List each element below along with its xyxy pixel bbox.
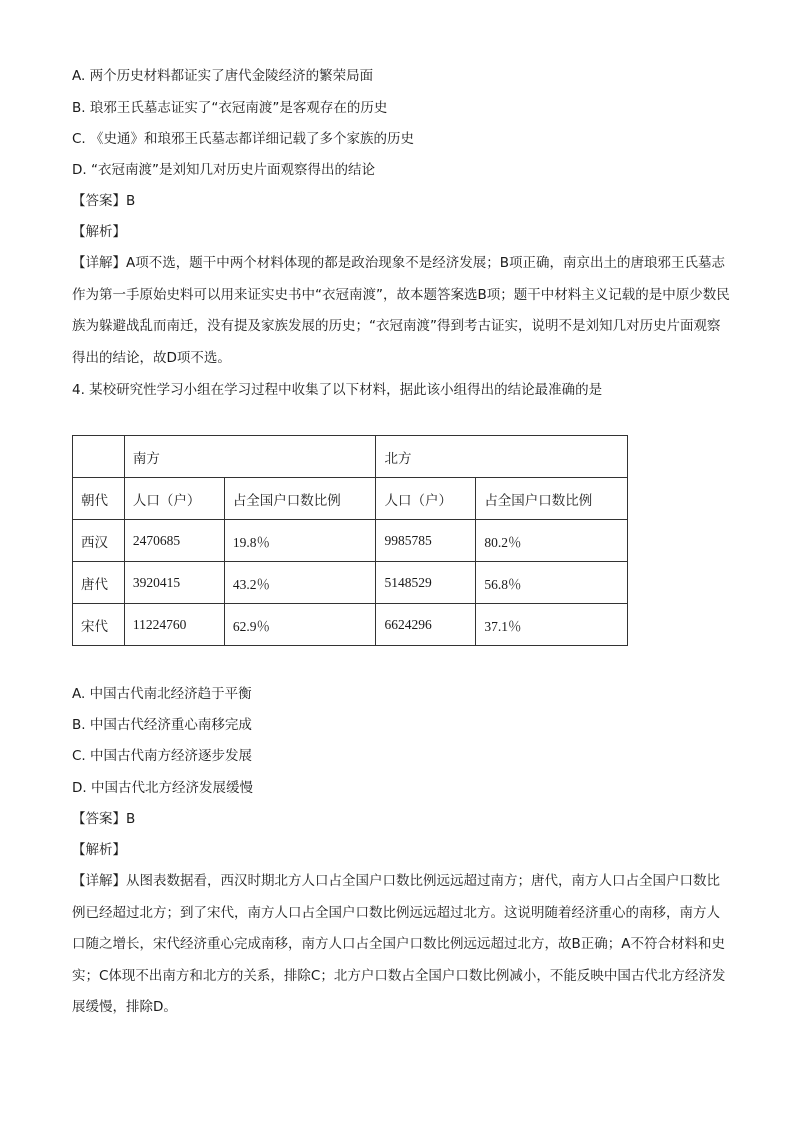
population-table: [72, 435, 628, 646]
q3-option-b: B. 琅邪王氏墓志证实了“衣冠南渡”是客观存在的历史: [72, 100, 388, 116]
table-cell: 19.8％: [224, 520, 376, 562]
table-cell: 62.9％: [224, 604, 376, 646]
q4-option-d: D. 中国古代北方经济发展缓慢: [72, 780, 253, 796]
table-row: [73, 604, 628, 646]
table-header-cell: 占全国户口数比例: [476, 478, 628, 520]
table-header-cell: 人口（户）: [376, 478, 476, 520]
q4-analysis-label: 【解析】: [72, 842, 126, 858]
table-cell: 80.2％: [476, 520, 628, 562]
table-header-north: 北方: [376, 436, 628, 478]
table-header-row: [73, 436, 628, 478]
table-row: [73, 520, 628, 562]
q4-answer: [72, 809, 135, 829]
q4-option-c: C. 中国古代南方经济逐步发展: [72, 748, 253, 764]
table-header-south: 南方: [124, 436, 376, 478]
table-cell: 43.2％: [224, 562, 376, 604]
table-header-cell: 占全国户口数比例: [224, 478, 376, 520]
q3-option-c: C. 《史通》和琅邪王氏墓志都详细记载了多个家族的历史: [72, 131, 415, 147]
table-cell: 2470685: [124, 520, 224, 562]
answer-label: 【答案】: [72, 193, 126, 209]
q3-detail: 【详解】A项不选，题干中两个材料体现的都是政治现象不是经济发展；B项正确，南京出土的唐琅邪王氏墓志作为第一手原始史料可以用来证实史书中“衣冠南渡”，故本题答案选B项；题干中材料主义记载的是中原少数民族为躲避战乱而南迁，没有提及家族发展的历史；“衣冠南渡”得到考古证实，说明不是刘知几对历史片面观察得出的结论，故D项不选。: [72, 255, 730, 366]
q4-stem: 4. 某校研究性学习小组在学习过程中收集了以下材料，据此该小组得出的结论最准确的是: [72, 382, 603, 398]
q3-answer: [72, 191, 135, 211]
q3-option-d: D. “衣冠南渡”是刘知几对历史片面观察得出的结论: [72, 162, 375, 178]
table-cell: 3920415: [124, 562, 224, 604]
table-cell: 唐代: [73, 562, 125, 604]
table-header-cell: 人口（户）: [124, 478, 224, 520]
table-cell: 6624296: [376, 604, 476, 646]
table-cell: 西汉: [73, 520, 125, 562]
q4-detail: 【详解】从图表数据看，西汉时期北方人口占全国户口数比例远远超过南方；唐代，南方人口占全国户口数比例已经超过北方；到了宋代，南方人口占全国户口数比例远远超过北方。这说明随着经济重心的南移，南方人口随之增长，宋代经济重心完成南移，南方人口占全国户口数比例远远超过北方，故B正确；A不符合材料和史实；C体现不出南方和北方的关系，排除C；北方户口数占全国户口数比例减小，不能反映中国古代北方经济发展缓慢，排除D。: [72, 873, 726, 1015]
q4-option-a: A. 中国古代南北经济趋于平衡: [72, 686, 252, 702]
table-cell: 11224760: [124, 604, 224, 646]
answer-value: B: [126, 193, 136, 209]
q3-option-a: A. 两个历史材料都证实了唐代金陵经济的繁荣局面: [72, 68, 374, 84]
table-header-cell: 朝代: [73, 478, 125, 520]
q4-option-b: B. 中国古代经济重心南移完成: [72, 717, 252, 733]
table-cell: 37.1％: [476, 604, 628, 646]
table-cell: 56.8％: [476, 562, 628, 604]
table-cell: 9985785: [376, 520, 476, 562]
table-row: [73, 562, 628, 604]
table-cell: 5148529: [376, 562, 476, 604]
answer-label: 【答案】: [72, 811, 126, 827]
answer-value: B: [126, 811, 136, 827]
q3-analysis-label: 【解析】: [72, 224, 126, 240]
table-subheader-row: [73, 478, 628, 520]
table-cell: [73, 436, 125, 478]
table-cell: 宋代: [73, 604, 125, 646]
